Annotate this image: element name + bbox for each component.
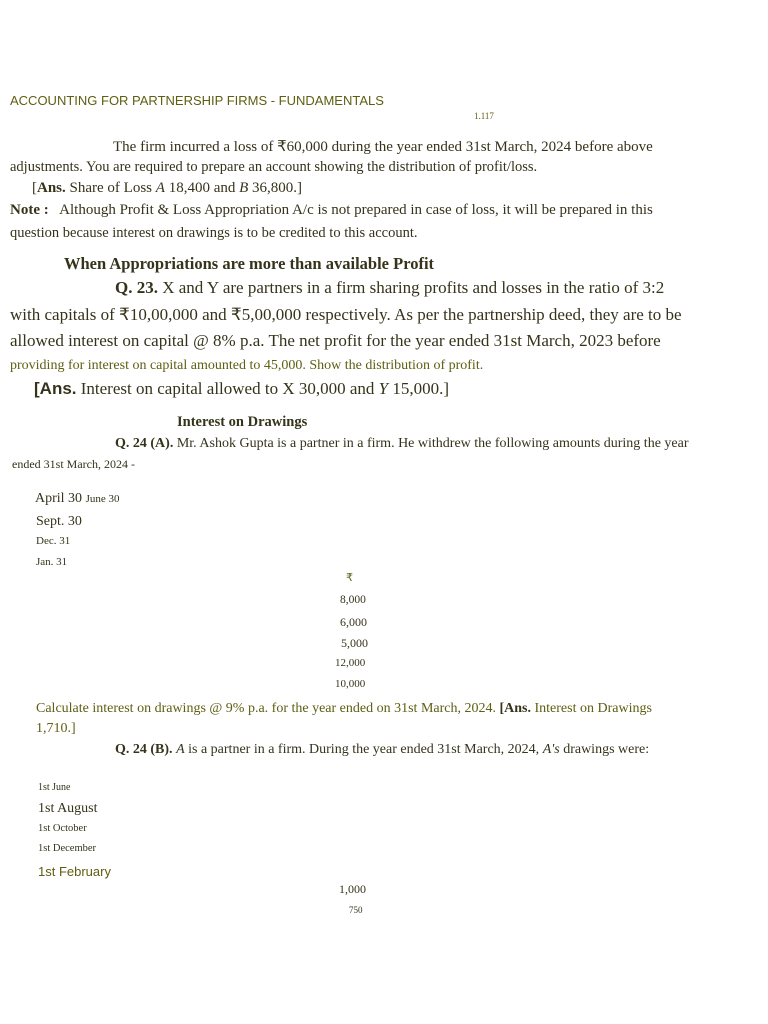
date-label: 1st December [38,843,97,854]
amount: 750 [349,905,363,915]
question-text: Mr. Ashok Gupta is a partner in a firm. He withdrew the following amounts during the year [176,436,689,451]
section-heading: Interest on Drawings [177,414,308,430]
page-number: 1.117 [474,111,494,121]
question-line [115,278,664,298]
currency-header: ₹ [346,572,353,584]
answer-label: [Ans. [34,379,77,398]
partner-a: A [155,180,165,196]
question-line [115,436,689,452]
bracket: [ [32,180,37,196]
answer-line [32,180,302,197]
answer-label: Ans. [37,180,66,196]
answer-value: 1,710.] [36,721,76,736]
date-label: Dec. 31 [36,535,71,547]
answer-text: Interest on capital allowed to X 30,000 and [76,379,379,398]
date-label: 1st August [38,801,98,816]
amount: 1,000 [339,882,366,896]
question-text: X and Y are partners in a firm sharing profits and losses in the ratio of 3:2 [162,278,665,297]
note-line: question because interest on drawings is to be credited to this account. [10,225,418,241]
date-label: April 30 [35,491,83,506]
date-row [35,491,119,507]
paragraph-line: The firm incurred a loss of ₹60,000 during the year ended 31st March, 2024 before above [113,139,653,155]
answer-text: 18,400 and [164,180,240,196]
answer-text: 15,000.] [388,379,450,398]
partner-a-possessive: A's [542,742,560,757]
date-label: 1st June [38,782,71,793]
question-line: allowed interest on capital @ 8% p.a. The net profit for the year ended 31st March, 2023 before [10,331,661,350]
amount: 10,000 [335,678,366,690]
question-line: providing for interest on capital amounted to 45,000. Show the distribution of profit. [10,358,484,373]
date-label: June 30 [85,493,120,505]
answer-line [34,379,449,399]
partner-a: A [176,742,185,757]
answer-text: Interest on Drawings [531,701,652,716]
note-label: Note : [10,202,49,218]
question-label: Q. 23. [115,278,158,297]
question-text: drawings were: [559,742,650,757]
amount: 6,000 [340,615,367,629]
date-label: Jan. 31 [36,556,68,568]
question-line: ended 31st March, 2024 - [12,457,135,471]
calculate-line [36,701,652,717]
partner-b: B [239,180,249,196]
answer-text: Share of Loss [65,180,156,196]
question-line [115,742,649,758]
date-label: 1st February [38,864,111,879]
paragraph-line: adjustments. You are required to prepare an account showing the distribution of profit/loss. [10,159,538,175]
section-heading: When Appropriations are more than available Profit [64,254,435,273]
note-text: Although Profit & Loss Appropriation A/c is not prepared in case of loss, it will be prepared in this [59,202,653,218]
answer-label: [Ans. [499,701,531,716]
partner-y: Y [378,379,389,398]
amount: 8,000 [340,594,366,606]
date-label: Sept. 30 [36,514,82,529]
answer-text: 36,800.] [248,180,303,196]
question-label: Q. 24 (A). [115,436,174,451]
date-label: 1st October [38,823,87,834]
running-header-title: ACCOUNTING FOR PARTNERSHIP FIRMS - FUNDAMENTALS [10,93,384,108]
question-text: is a partner in a firm. During the year ended 31st March, 2024, [184,742,543,757]
calculate-text: Calculate interest on drawings @ 9% p.a. for the year ended on 31st March, 2024. [36,701,496,716]
amount: 12,000 [335,657,366,669]
amount: 5,000 [341,636,368,650]
question-line: with capitals of ₹10,00,000 and ₹5,00,000 respectively. As per the partnership deed, they are to be [10,305,682,324]
question-label: Q. 24 (B). [115,742,173,757]
note-line [10,202,653,219]
